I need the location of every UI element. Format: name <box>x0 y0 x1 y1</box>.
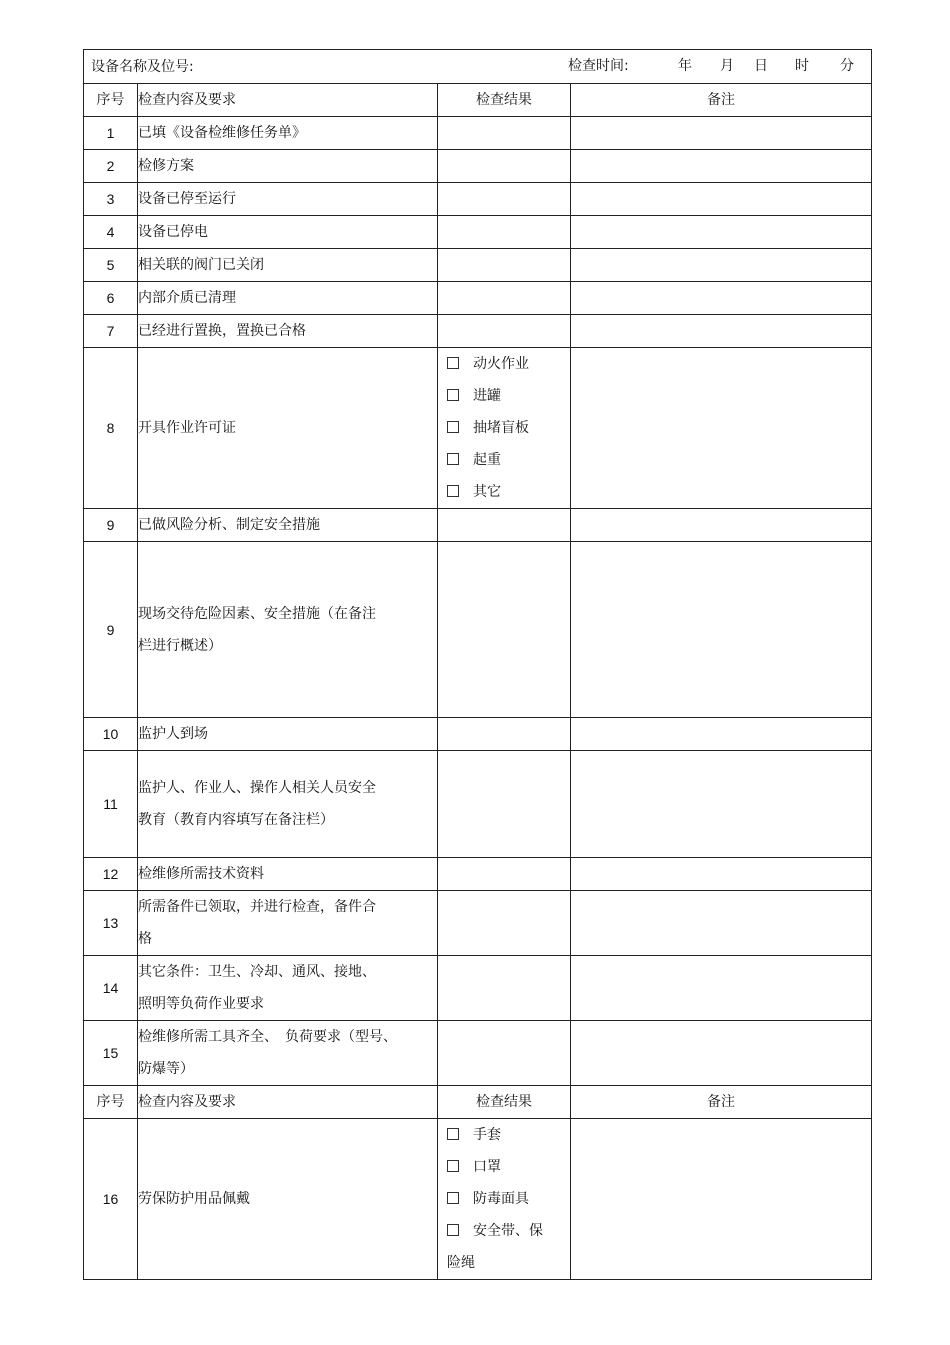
row-content-line: 检维修所需工具齐全、 负荷要求（型号、 <box>138 1029 397 1045</box>
table-row <box>84 216 872 249</box>
checkbox-icon[interactable] <box>447 485 459 497</box>
option-label: 口罩 <box>473 1159 501 1175</box>
row-content-line: 栏进行概述） <box>138 637 222 654</box>
table-row <box>84 891 872 956</box>
row-content <box>138 891 438 956</box>
form-header-row <box>84 50 872 84</box>
remark-cell[interactable] <box>571 282 872 315</box>
month-label: 月 <box>720 58 734 74</box>
result-cell <box>438 348 571 509</box>
result-cell[interactable] <box>438 315 571 348</box>
row-number: 12 <box>84 858 138 891</box>
checkbox-icon[interactable] <box>447 357 459 369</box>
column-result: 检查结果 <box>438 1086 571 1119</box>
row-content-line: 现场交待危险因素、安全措施（在备注 <box>138 605 376 622</box>
column-remark: 备注 <box>571 1086 872 1119</box>
form-header-cell <box>84 50 872 84</box>
option-gloves[interactable] <box>438 1119 570 1151</box>
result-cell[interactable] <box>438 751 571 858</box>
row-content-line: 其它条件：卫生、冷却、通风、接地、 <box>138 964 376 980</box>
result-cell <box>438 1119 571 1280</box>
row-number: 2 <box>84 150 138 183</box>
row-content: 内部介质已清理 <box>138 282 438 315</box>
option-label: 手套 <box>473 1127 501 1143</box>
row-number: 15 <box>84 1021 138 1086</box>
row-number: 16 <box>84 1119 138 1280</box>
remark-cell[interactable] <box>571 249 872 282</box>
result-cell[interactable] <box>438 891 571 956</box>
row-content: 已经进行置换，置换已合格 <box>138 315 438 348</box>
row-number: 3 <box>84 183 138 216</box>
checkbox-icon[interactable] <box>447 1128 459 1140</box>
row-content: 检维修所需技术资料 <box>138 858 438 891</box>
remark-cell[interactable] <box>571 1119 872 1280</box>
row-content-line: 教育（教育内容填写在备注栏） <box>138 812 334 828</box>
hour-label: 时 <box>795 58 809 74</box>
row-content: 已填《设备检维修任务单》 <box>138 117 438 150</box>
table-row <box>84 348 872 509</box>
row-number: 1 <box>84 117 138 150</box>
column-seq: 序号 <box>84 1086 138 1119</box>
option-label: 动火作业 <box>473 356 529 372</box>
inspection-form-table <box>83 49 872 1280</box>
checkbox-icon[interactable] <box>447 421 459 433</box>
table-row <box>84 751 872 858</box>
result-cell[interactable] <box>438 216 571 249</box>
checkbox-icon[interactable] <box>447 1192 459 1204</box>
row-content-line: 格 <box>138 931 152 947</box>
row-number: 8 <box>84 348 138 509</box>
result-cell[interactable] <box>438 183 571 216</box>
option-label: 险绳 <box>447 1255 475 1271</box>
table-row <box>84 249 872 282</box>
checkbox-icon[interactable] <box>447 1160 459 1172</box>
option-gas-mask[interactable] <box>438 1183 570 1215</box>
row-number: 5 <box>84 249 138 282</box>
row-content <box>138 542 438 718</box>
row-number: 6 <box>84 282 138 315</box>
row-number: 9 <box>84 542 138 718</box>
result-cell[interactable] <box>438 542 571 718</box>
minute-label: 分 <box>840 58 854 74</box>
row-content <box>138 751 438 858</box>
table-row <box>84 858 872 891</box>
column-header-row <box>84 1086 872 1119</box>
column-content: 检查内容及要求 <box>138 1086 438 1119</box>
option-safety-rope <box>438 1247 570 1279</box>
inspection-time-label: 检查时间: <box>568 58 629 74</box>
row-content: 相关联的阀门已关闭 <box>138 249 438 282</box>
row-number: 7 <box>84 315 138 348</box>
table-row <box>84 150 872 183</box>
row-content-line: 监护人、作业人、操作人相关人员安全 <box>138 780 376 796</box>
table-row <box>84 718 872 751</box>
row-content <box>138 1021 438 1086</box>
table-row <box>84 509 872 542</box>
option-label: 防毒面具 <box>473 1191 529 1207</box>
result-cell[interactable] <box>438 249 571 282</box>
remark-cell[interactable] <box>571 956 872 1021</box>
remark-cell[interactable] <box>571 858 872 891</box>
row-content-line: 防爆等） <box>138 1061 194 1077</box>
column-seq: 序号 <box>84 84 138 117</box>
row-content: 劳保防护用品佩戴 <box>138 1119 438 1280</box>
day-label: 日 <box>754 58 768 74</box>
row-content: 设备已停电 <box>138 216 438 249</box>
option-other[interactable] <box>438 476 570 508</box>
checkbox-icon[interactable] <box>447 389 459 401</box>
remark-cell[interactable] <box>571 348 872 509</box>
column-result: 检查结果 <box>438 84 571 117</box>
year-label: 年 <box>678 58 692 74</box>
result-cell[interactable] <box>438 509 571 542</box>
option-tank-entry[interactable] <box>438 380 570 412</box>
table-row <box>84 183 872 216</box>
option-blind-plate[interactable] <box>438 412 570 444</box>
table-row <box>84 1021 872 1086</box>
checkbox-icon[interactable] <box>447 453 459 465</box>
remark-cell[interactable] <box>571 751 872 858</box>
option-label: 安全带、保 <box>473 1223 543 1239</box>
result-cell[interactable] <box>438 956 571 1021</box>
option-hot-work[interactable] <box>438 348 570 380</box>
row-content: 开具作业许可证 <box>138 348 438 509</box>
option-label: 进罐 <box>473 388 501 404</box>
row-number: 4 <box>84 216 138 249</box>
table-row <box>84 956 872 1021</box>
checkbox-icon[interactable] <box>447 1224 459 1236</box>
result-cell[interactable] <box>438 718 571 751</box>
column-content: 检查内容及要求 <box>138 84 438 117</box>
option-mask[interactable] <box>438 1151 570 1183</box>
row-number: 10 <box>84 718 138 751</box>
row-content: 设备已停至运行 <box>138 183 438 216</box>
row-content: 检修方案 <box>138 150 438 183</box>
remark-cell[interactable] <box>571 1021 872 1086</box>
row-number: 11 <box>84 751 138 858</box>
row-content-line: 照明等负荷作业要求 <box>138 996 264 1012</box>
row-number: 14 <box>84 956 138 1021</box>
table-row <box>84 282 872 315</box>
device-name-label: 设备名称及位号: <box>91 58 194 75</box>
row-content: 监护人到场 <box>138 718 438 751</box>
column-remark: 备注 <box>571 84 872 117</box>
row-content <box>138 956 438 1021</box>
result-cell[interactable] <box>438 1021 571 1086</box>
option-label: 起重 <box>473 452 501 468</box>
result-cell[interactable] <box>438 150 571 183</box>
row-number: 9 <box>84 509 138 542</box>
remark-cell[interactable] <box>571 117 872 150</box>
option-lifting[interactable] <box>438 444 570 476</box>
remark-cell[interactable] <box>571 542 872 718</box>
row-number: 13 <box>84 891 138 956</box>
remark-cell[interactable] <box>571 718 872 751</box>
remark-cell[interactable] <box>571 315 872 348</box>
result-cell[interactable] <box>438 117 571 150</box>
remark-cell[interactable] <box>571 183 872 216</box>
remark-cell[interactable] <box>571 509 872 542</box>
table-row <box>84 542 872 718</box>
result-cell[interactable] <box>438 282 571 315</box>
table-row <box>84 1119 872 1280</box>
table-row <box>84 315 872 348</box>
option-label: 其它 <box>473 484 501 500</box>
row-content-line: 所需备件已领取，并进行检查，备件合 <box>138 899 376 915</box>
option-safety-belt[interactable] <box>438 1215 570 1247</box>
remark-cell[interactable] <box>571 891 872 956</box>
result-cell[interactable] <box>438 858 571 891</box>
table-row <box>84 117 872 150</box>
remark-cell[interactable] <box>571 216 872 249</box>
column-header-row <box>84 84 872 117</box>
remark-cell[interactable] <box>571 150 872 183</box>
row-content: 已做风险分析、制定安全措施 <box>138 509 438 542</box>
option-label: 抽堵盲板 <box>473 420 529 436</box>
